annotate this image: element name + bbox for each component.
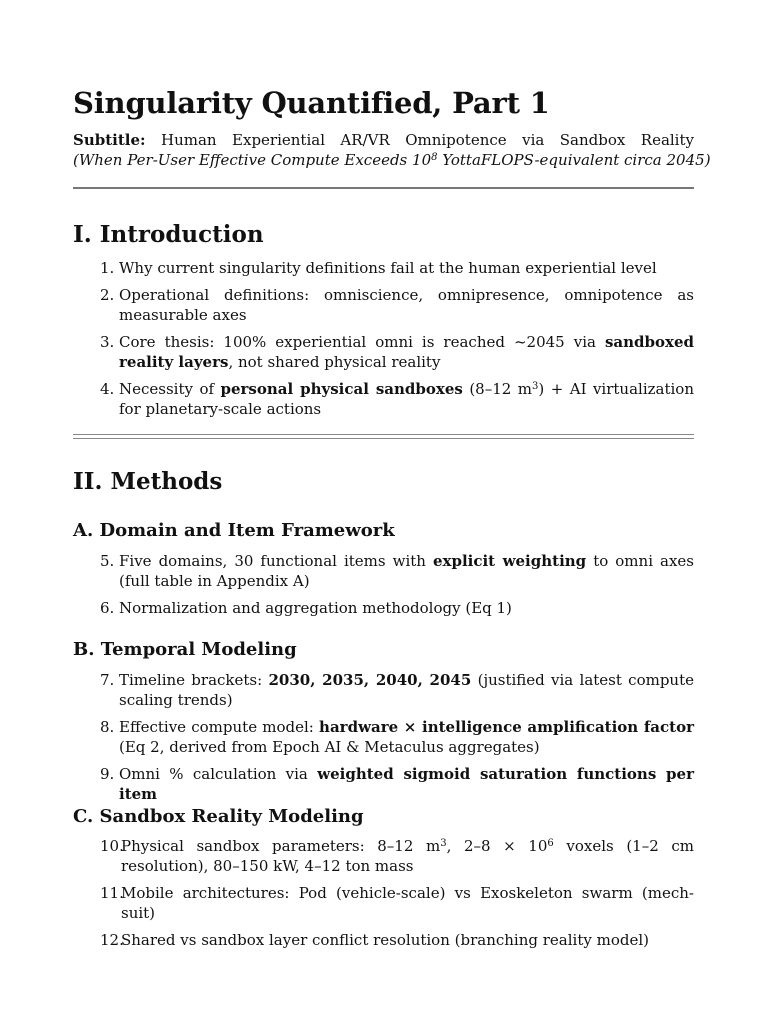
section-c-heading: C. Sandbox Reality Modeling [73, 806, 364, 827]
list-item [73, 258, 694, 278]
item-superscript: 3 [440, 838, 447, 849]
document-title: Singularity Quantified, Part 1 [73, 86, 550, 120]
list-item [73, 670, 694, 710]
subtitle-text: Human Experiential AR/VR Omnipotence via Sandbox Reality [161, 131, 694, 149]
section-a-list [73, 551, 694, 625]
divider [73, 187, 694, 189]
double-divider [73, 434, 694, 439]
list-item [73, 598, 694, 618]
item-text: Effective compute model: [119, 718, 320, 736]
item-text-end: (justified via latest compute scaling trends) [119, 671, 694, 709]
list-item [73, 717, 694, 757]
subtitle-note-text-end: YottaFLOPS-equivalent circa 2045) [437, 151, 711, 169]
section-a-heading: A. Domain and Item Framework [73, 520, 395, 541]
item-text-end: , not shared physical reality [228, 353, 441, 371]
item-text: Timeline brackets: [119, 671, 269, 689]
methods-heading: II. Methods [73, 468, 223, 495]
item-number: 9. [100, 765, 115, 783]
list-item [73, 551, 694, 591]
list-item [73, 930, 694, 950]
intro-heading: I. Introduction [73, 221, 264, 248]
item-text-mid: , 2–8 × 10 [446, 837, 548, 855]
item-number: 4. [100, 380, 115, 398]
item-text-end: ) + AI virtualization for planetary-scale actions [119, 380, 694, 418]
item-number: 7. [100, 671, 115, 689]
item-text: Shared vs sandbox layer conflict resolution (branching reality model) [121, 931, 649, 949]
list-item [73, 764, 694, 804]
item-number: 8. [100, 718, 115, 736]
item-emphasis: hardware × intelligence amplification factor [319, 718, 694, 736]
item-text: Omni % calculation via [119, 765, 318, 783]
subtitle-note-sup: 8 [431, 152, 438, 163]
item-number: 1. [100, 259, 115, 277]
item-text: Operational definitions: omniscience, omnipresence, omnipotence as measurable axes [119, 286, 694, 324]
item-text-end: to omni axes (full table in Appendix A) [119, 552, 694, 590]
item-emphasis: sandboxed reality layers [119, 333, 694, 371]
list-item [73, 836, 694, 876]
subtitle-note [73, 150, 711, 170]
list-item [73, 285, 694, 325]
item-number: 5. [100, 552, 115, 570]
item-number: 10. [100, 837, 124, 855]
item-text: Why current singularity definitions fail at the human experiential level [119, 259, 657, 277]
item-text: Five domains, 30 functional items with [119, 552, 433, 570]
section-b-heading: B. Temporal Modeling [73, 639, 297, 660]
item-emphasis: weighted sigmoid saturation functions per item [119, 765, 694, 803]
subtitle-line [73, 130, 694, 150]
section-c-list [73, 836, 694, 957]
item-text: Normalization and aggregation methodology (Eq 1) [119, 599, 512, 617]
item-superscript-2: 6 [547, 838, 554, 849]
item-emphasis: explicit weighting [432, 552, 587, 570]
list-item [73, 379, 694, 419]
subtitle-note-text: (When Per-User Effective Compute Exceeds 10 [73, 151, 432, 169]
item-number: 6. [100, 599, 115, 617]
item-text-end: voxels (1–2 cm resolution), 80–150 kW, 4–12 ton mass [121, 837, 694, 875]
item-text-end: (Eq 2, derived from Epoch AI & Metaculus aggregates) [119, 738, 540, 756]
list-item [73, 883, 694, 923]
item-text: Core thesis: 100% experiential omni is reached ~2045 via [119, 333, 605, 351]
item-emphasis: personal physical sandboxes [220, 380, 463, 398]
item-text: Necessity of [119, 380, 221, 398]
list-item [73, 332, 694, 372]
intro-list [73, 258, 694, 426]
item-number: 12. [100, 931, 124, 949]
item-number: 2. [100, 286, 115, 304]
item-number: 11. [100, 884, 124, 902]
section-b-list [73, 670, 694, 811]
item-emphasis: 2030, 2035, 2040, 2045 [268, 671, 472, 689]
item-text: Physical sandbox parameters: 8–12 m [121, 837, 441, 855]
item-text-mid: (8–12 m [462, 380, 532, 398]
item-text: Mobile architectures: Pod (vehicle-scale) vs Exoskeleton swarm (mech-suit) [121, 884, 694, 922]
subtitle-label: Subtitle: [73, 131, 146, 149]
item-superscript: 3 [532, 381, 539, 392]
item-number: 3. [100, 333, 115, 351]
